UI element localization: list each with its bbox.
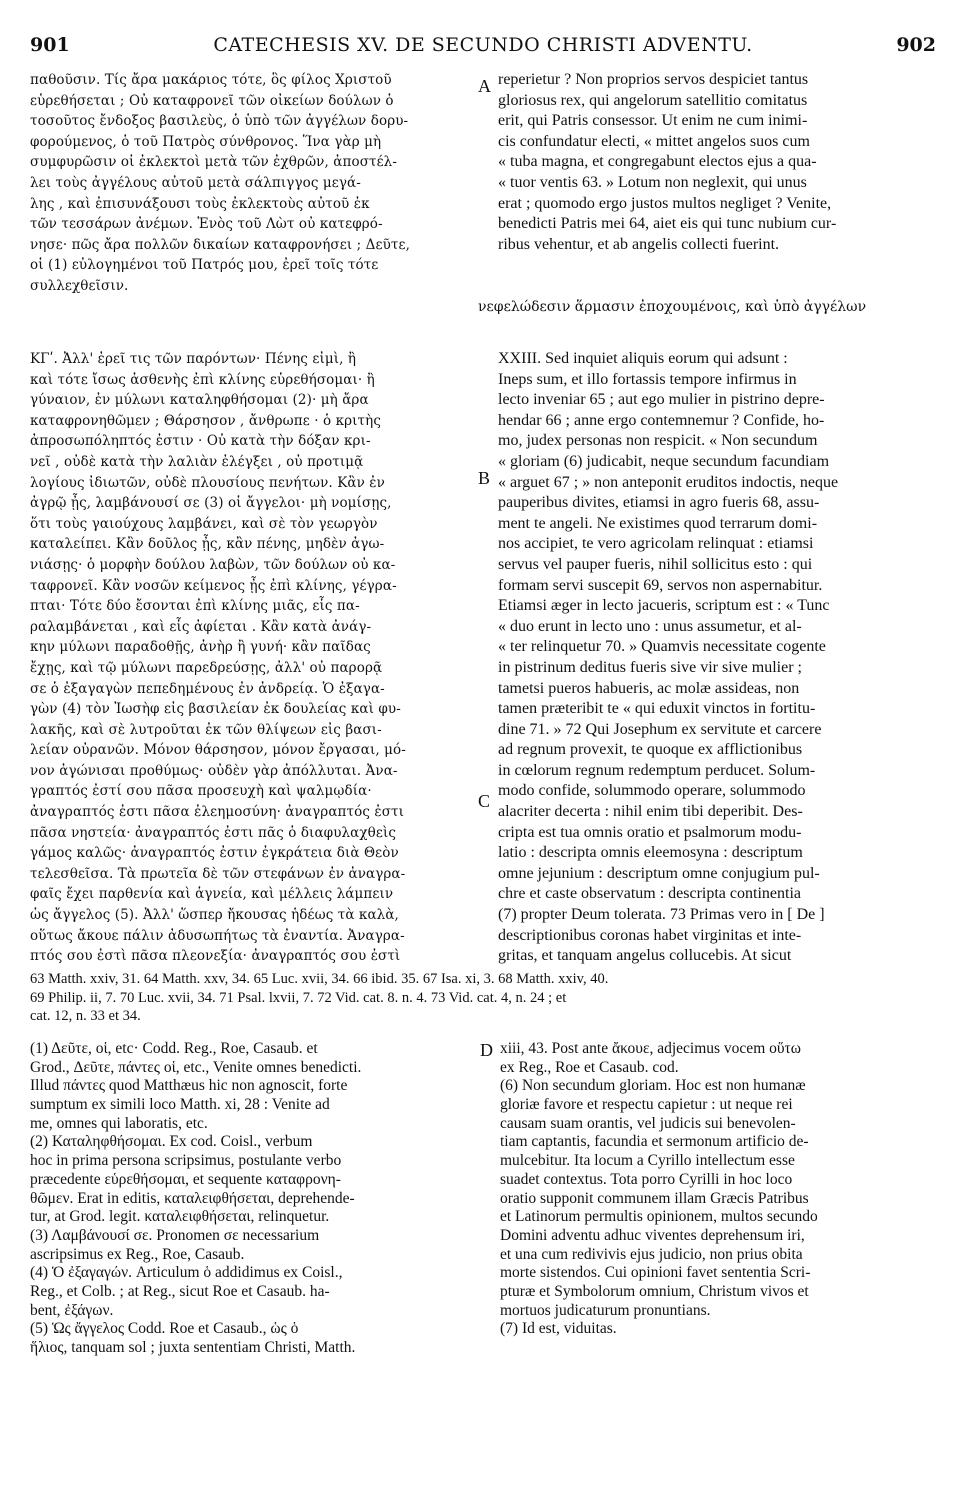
greek-text-line: εὑρεθήσεται ; Οὐ καταφρονεῖ τῶν οἰκείων δούλων ὁ: [30, 92, 394, 109]
latin-text-line: erit, qui Patris consessor. Ut enim ne cum inimi-: [498, 112, 808, 130]
greek-text-line: καταλείπει. Κἂν δοῦλος ᾖς, κἂν πένης, μηδὲν ἀγω-: [30, 536, 385, 553]
footnote-line: causam suam orantis, vel judicis sui benevolen-: [500, 1114, 796, 1132]
greek-text-line: γὼν (4) τὸν Ἰωσὴφ εἰς βασιλείαν ἐκ δουλείας καὶ φυ-: [30, 701, 401, 718]
greek-text-line: τελεσθεῖσα. Τὰ πρωτεῖα δὲ τῶν στεφάνων ἐν ἀναγρα-: [30, 865, 406, 882]
footnote-line: θῶμεν. Erat in editis, καταλειφθήσεται, deprehende-: [30, 1189, 355, 1207]
latin-text-line: cripta est tua omnis oratio et psalmorum modu-: [498, 823, 802, 841]
greek-text-line: γραπτός ἐστί σου πᾶσα προσευχὴ καὶ ψαλμῳδία·: [30, 783, 372, 800]
footnote-line: (5) Ὡς ἄγγελος Codd. Roe et Casaub., ὡς ὁ: [30, 1320, 299, 1338]
greek-text-line: ἀπροσωπόληπτός ἐστιν · Οὐ κατὰ τὴν δόξαν κρι-: [30, 433, 371, 450]
greek-text-line: ταφρονεῖ. Κἂν νοσῶν κείμενος ᾖς ἐπὶ κλίνης, γέγρα-: [30, 577, 397, 594]
latin-text-line: benedicti Patris mei 64, aiet eis qui tunc nubium cur-: [498, 215, 837, 233]
greek-text-line: ἔχῃς, καὶ τῷ μύλωνι παρεδρεύσῃς, ἀλλ' οὐ παρορᾷ: [30, 659, 383, 676]
footnote-line: mortuos judicaturum pronuntians.: [500, 1301, 711, 1319]
greek-text-line: παθοῦσιν. Τίς ἄρα μακάριος τότε, ὃς φίλος Χριστοῦ: [30, 72, 392, 88]
greek-text-line: συλλεχθεῖσιν.: [30, 277, 129, 294]
greek-text-line: γύναιον, ἐν μύλωνι καταληφθήσομαι (2)· μὴ ἄρα: [30, 392, 369, 409]
latin-column-main: [498, 349, 938, 967]
running-title: CATECHESIS XV. DE SECUNDO CHRISTI ADVENTU.: [213, 34, 753, 56]
footnote-line: sumptum ex simili loco Matth. xi, 28 : Venite ad: [30, 1096, 330, 1114]
footnote-line: et una cum redivivis ejus judicio, non prius obita: [500, 1245, 803, 1263]
footnote-line: tur, at Grod. legit. καταλειφθήσεται, relinquetur.: [30, 1208, 330, 1226]
latin-text-line: Ineps sum, et illo fortassis tempore infirmus in: [498, 370, 797, 388]
latin-text-line: dine 71. » 72 Qui Josephum ex servitute et carcere: [498, 720, 822, 738]
latin-text-line: mo, judex personas non respicit. « Non secundum: [498, 432, 818, 450]
greek-text-line: πτός σου ἐστὶ πᾶσα πλεονεξία· ἀναγραπτός σου ἐστὶ: [30, 948, 401, 965]
footnote-line: et Latinorum permultis opinionem, multos secundo: [500, 1208, 818, 1226]
greek-text-line: νον ἀγώνισαι προθύμως· οὐδὲν γὰρ ἀπόλλυται. Ἀνα-: [30, 762, 398, 779]
latin-text-line: cis confundatur electi, « mittet angelos suos cum: [498, 132, 810, 150]
greek-text-line: πᾶσα νηστεία· ἀναγραπτός ἐστι πᾶς ὁ διαφυλαχθεὶς: [30, 824, 397, 841]
greek-text-line: φαῖς ἔχει παρθενία καὶ ἁγνεία, καὶ μέλλεις λάμπειν: [30, 886, 394, 903]
footnote-line: ἥλιος, tanquam sol ; juxta sententiam Christi, Matth.: [30, 1339, 356, 1356]
reference-line: cat. 12, n. 33 et 34.: [30, 1008, 141, 1024]
latin-text-line: (7) propter Deum tolerata. 73 Primas vero in [ De ]: [498, 906, 825, 924]
greek-text-line: οὕτως ἄκουε πάλιν ἀδυσωπήτως τὰ ἐναντία. Ἀναγρα-: [30, 927, 405, 944]
latin-text-line: in cœlorum regnum redemptum perducet. Solum-: [498, 761, 816, 779]
latin-top-continuation: νεφελώδεσιν ἅρμασιν ἐποχουμένοις, καὶ ὑπὸ ἀγγέλων: [478, 299, 867, 315]
greek-text-line: νησε· πῶς ἄρα πολλῶν δικαίων καταφρονήσει ; Δεῦτε,: [30, 236, 410, 253]
greek-text-line: ραλαμβάνεται , καὶ εἷς ἀφίεται . Κἂν κατὰ ἀνάγ-: [30, 618, 372, 635]
greek-text-line: ἀναγραπτός ἐστι πᾶσα ἐλεημοσύνη· ἀναγραπτός ἐστι: [30, 804, 404, 821]
latin-text-line: nos accipiet, te vero agricolam relinquat : etiamsi: [498, 535, 814, 553]
footnote-line: oratio supponit communem illam Græcis Patribus: [500, 1189, 809, 1207]
latin-text-line: descriptionibus coronas habet virginitas et inte-: [498, 926, 802, 944]
footnote-line: bent, ἐξάγων.: [30, 1301, 114, 1319]
greek-text-line: καταφρονηθῶμεν ; Θάρσησον , ἄνθρωπε · ὁ κριτὴς: [30, 412, 381, 429]
greek-text-line: γάμος καλῶς· ἀναγραπτός ἐστιν ἐγκράτεια διὰ Θεὸν: [30, 845, 399, 862]
latin-text-line: « duo erunt in lecto uno : unus assumetur, et al-: [498, 617, 802, 635]
latin-text-line: tametsi pueros habueris, ac molæ assideas, non: [498, 679, 800, 697]
latin-text-line: gritas, et tanquam angelus collucebis. At sicut: [498, 947, 792, 965]
footnote-line: xiii, 43. Post ante ἄκουε, adjecimus vocem οὕτω: [500, 1040, 801, 1057]
latin-text-line: hendar 66 ; anne ergo contemnemur ? Confide, ho-: [498, 411, 825, 429]
footnote-line: mulcebitur. Ita locum a Cyrillo intellectum esse: [500, 1152, 795, 1170]
latin-text-line: pauperibus divites, etiamsi in agro fueris 68, assu-: [498, 494, 820, 512]
page-number-left: 901: [30, 34, 70, 56]
latin-text-line: « arguet 67 ; » non anteponit eruditos indoctis, neque: [498, 473, 839, 491]
greek-text-line: ἀγρῷ ᾖς, λαμβάνουσί σε (3) οἱ ἄγγελοι· μὴ νομίσῃς,: [30, 495, 392, 512]
greek-text-line: λης , καὶ ἐπισυνάξουσι τοὺς ἐκλεκτοὺς αὐτοῦ ἐκ: [30, 195, 370, 212]
greek-text-line: οἱ (1) εὐλογημένοι τοῦ Πατρός μου, ἐρεῖ τοῖς τότε: [30, 257, 379, 274]
greek-text-line: ὡς ἄγγελος (5). Ἀλλ' ὥσπερ ἤκουσας ἡδέως τὰ καλὰ,: [30, 907, 399, 924]
greek-text-line: νιάσῃς· ὁ μορφὴν δούλου λαβὼν, τῶν δούλων οὐ κα-: [30, 556, 396, 573]
latin-text-line: gloriosus rex, qui angelorum satellitio comitatus: [498, 91, 808, 109]
latin-text-line: erat ; quomodo ergo justos multos negliget ? Venite,: [498, 194, 832, 212]
margin-marker-a: A: [478, 76, 491, 96]
footnote-line: (2) Καταληφθήσομαι. Ex cod. Coisl., verbum: [30, 1133, 313, 1151]
latin-text-line: « tuba magna, et congregabunt electos ejus a qua-: [498, 153, 817, 171]
greek-text-line: συμφυρῶσιν οἱ ἐκλεκτοὶ μετὰ τῶν ἐχθρῶν, ἀποστέλ-: [30, 154, 397, 171]
latin-text-line: in pistrinum deditus fueris sive vir sive mulier ;: [498, 658, 802, 676]
greek-column-main: [30, 349, 472, 967]
footnote-line: Domini adventu adhuc viventes deprehensum iri,: [500, 1226, 805, 1244]
footnote-line: morte sistendos. Cui opinioni favet sententia Scri-: [500, 1264, 811, 1282]
footnote-line: (1) Δεῦτε, οἱ, etc· Codd. Reg., Roe, Casaub. et: [30, 1040, 318, 1057]
latin-column-top: [498, 70, 938, 255]
footnote-line: ascripsimus ex Reg., Roe, Casaub.: [30, 1245, 245, 1263]
footnote-line: gloriæ favore et respectu capietur : ut neque rei: [500, 1096, 793, 1114]
footnote-line: tiam captantis, facundia et sermonum artificio de-: [500, 1133, 809, 1151]
footnote-line: hoc in prima persona scripsimus, postulante verbo: [30, 1152, 342, 1170]
greek-text-line: λογίους ἰδιωτῶν, οὐδὲ πλουσίους πενήτων. Κἂν ἐν: [30, 474, 385, 491]
latin-text-line: ribus vehentur, et ab angelis collecti fuerint.: [498, 235, 780, 253]
greek-text-line: τοσοῦτος ἔνδοξος βασιλεὺς, ὁ ὑπὸ τῶν ἀγγέλων δορυ-: [30, 113, 409, 130]
latin-text-line: « tuor ventis 63. » Lotum non neglexit, qui unus: [498, 173, 807, 191]
page-header: [30, 34, 936, 58]
footnote-line: suadet contextus. Tota porro Cyrilli in hoc loco: [500, 1170, 793, 1188]
greek-text-line: φορούμενος, ὁ τοῦ Πατρὸς σύνθρονος. Ἵνα γὰρ μὴ: [30, 133, 382, 150]
reference-line: 63 Matth. xxiv, 31. 64 Matth. xxv, 34. 65 Luc. xvii, 34. 66 ibid. 35. 67 Isa. xi, 3. 68 Matth. xxiv, 40.: [30, 971, 609, 987]
footnote-line: (7) Id est, viduitas.: [500, 1320, 617, 1338]
latin-text-line: chre et caste observatum : descripta continentia: [498, 885, 801, 903]
greek-text-line: πται· Τότε δύο ἔσονται ἐπὶ κλίνης μιᾶς, εἷς πα-: [30, 598, 360, 615]
footnote-line: (6) Non secundum gloriam. Hoc est non humanæ: [500, 1077, 806, 1095]
latin-text-line: omne jejunium : descriptum omne conjugium pul-: [498, 864, 820, 882]
latin-text-line: latio : descripta omnis eleemosyna : descriptum: [498, 844, 803, 862]
greek-text-line: νεῖ , οὐδὲ κατὰ τὴν λαλιὰν ἐλέγξει , οὐ προτιμᾷ: [30, 453, 364, 470]
latin-text-line: servus vel pauper fueris, nihil sollicitus esto : qui: [498, 555, 813, 573]
greek-text-line: ὅτι τοὺς γαιούχους λαμβάνει, καὶ σὲ τὸν γεωργὸν: [30, 515, 378, 532]
greek-text-line: λακῆς, καὶ σὲ λυτροῦται ἐκ τῶν θλίψεων εἰς βασι-: [30, 721, 382, 738]
greek-text-line: σε ὁ ἐξαγαγὼν πεπεδημένους ἐν ἀνδρείᾳ. Ὁ ἐξαγα-: [30, 680, 385, 697]
greek-text-line: καὶ τότε ἴσως ἀσθενὴς ἐπὶ κλίνης εὑρεθήσομαι· ἢ: [30, 371, 375, 388]
footnotes-left: [30, 1040, 478, 1358]
latin-text-line: XXIII. Sed inquiet aliquis eorum qui adsunt :: [498, 350, 788, 367]
greek-text-line: λείαν οὐρανῶν. Μόνον θάρσησον, μόνον ἔργασαι, μό-: [30, 742, 406, 759]
latin-text-line: ad regnum provexit, te quoque ex afflictionibus: [498, 741, 803, 759]
greek-text-line: κην μύλωνι παραδοθῇς, ἀνὴρ ἢ γυνή· κἂν παῖδας: [30, 639, 371, 656]
footnote-line: pturæ et Symbolorum omnium, Christum vivos et: [500, 1282, 809, 1300]
margin-marker-c: C: [478, 791, 491, 811]
latin-text-line: lecto inveniar 65 ; aut ego mulier in pistrino depre-: [498, 391, 825, 409]
scripture-references: [30, 970, 938, 1026]
reference-line: 69 Philip. ii, 7. 70 Luc. xvii, 34. 71 Psal. lxvii, 7. 72 Vid. cat. 8. n. 4. 73 Vid. cat. 4, n. 24 ; et: [30, 989, 567, 1006]
footnote-line: Grod., Δεῦτε, πάντες οἱ, etc., Venite omnes benedicti.: [30, 1058, 362, 1076]
greek-text-line: ΚΓʹ. Ἀλλ' ἐρεῖ τις τῶν παρόντων· Πένης εἰμὶ, ἢ: [30, 351, 357, 367]
latin-text-line: formam servi suscepit 69, servos non aspernabitur.: [498, 576, 823, 594]
margin-marker-b: B: [478, 468, 491, 488]
greek-text-line: τῶν τεσσάρων ἀνέμων. Ἑνὸς τοῦ Λὼτ οὐ κατεφρό-: [30, 216, 383, 233]
latin-text-line: reperietur ? Non proprios servos despiciet tantus: [498, 71, 809, 88]
latin-text-line: modo confide, solummodo operare, solummodo: [498, 782, 806, 800]
margin-marker-d: D: [480, 1040, 493, 1060]
latin-text-line: alacriter decerta : nihil enim tibi deperibit. Des-: [498, 803, 803, 821]
footnote-line: Reg., et Colb. ; at Reg., sicut Roe et Casaub. ha-: [30, 1282, 330, 1300]
latin-text-line: « gloriam (6) judicabit, neque secundum facundiam: [498, 452, 830, 470]
footnote-line: præcedente εὑρεθήσομαι, et sequente καταφρονη-: [30, 1170, 341, 1188]
greek-text-line: λει τοὺς ἀγγέλους αὐτοῦ μετὰ σάλπιγγος μεγά-: [30, 174, 361, 191]
footnote-line: me, omnes qui laboratis, etc.: [30, 1114, 208, 1132]
latin-text-line: tamen præteribit te « qui eduxit vinctos in fortitu-: [498, 700, 816, 718]
footnotes-right: [500, 1040, 938, 1339]
latin-text-line: ment te angeli. Ne existimes quod terrarum domi-: [498, 514, 818, 532]
footnote-line: (4) Ὁ ἐξαγαγών. Articulum ὁ addidimus ex Coisl.,: [30, 1264, 343, 1282]
latin-text-line: « ter relinquetur 70. » Quamvis necessitate cogente: [498, 638, 826, 656]
footnote-line: ex Reg., Roe et Casaub. cod.: [500, 1058, 679, 1076]
footnote-line: Illud πάντες quod Matthæus hic non agnoscit, forte: [30, 1077, 348, 1095]
greek-column-top: [30, 70, 472, 297]
page-number-right: 902: [896, 34, 936, 56]
footnote-line: (3) Λαμβάνουσί σε. Pronomen σε necessarium: [30, 1226, 320, 1244]
latin-text-line: Etiamsi æger in lecto jacueris, scriptum est : « Tunc: [498, 597, 830, 615]
